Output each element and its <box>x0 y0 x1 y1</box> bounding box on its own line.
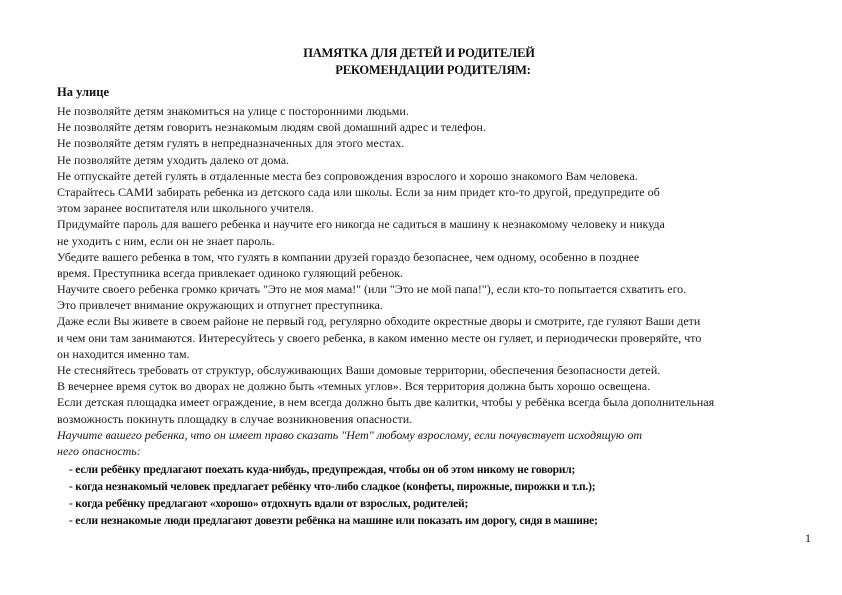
text-line: В вечернее время суток во дворах не должно быть «темных углов». Вся территория должна быть хорошо освещена. <box>57 379 651 394</box>
text-line: Даже если Вы живете в своем районе не первый год, регулярно обходите окрестные дворы и смотрите, где гуляют Ваши дети <box>57 314 701 329</box>
text-line: Убедите вашего ребенка в том, что гулять в компании друзей гораздо безопаснее, чем одному, особенно в позднее <box>57 249 640 264</box>
text-line: время. Преступника всегда привлекает одиноко гуляющий ребенок. <box>57 265 404 280</box>
text-line: Это привлечет внимание окружающих и отпугнет преступника. <box>57 298 383 313</box>
text-line: Не отпускайте детей гулять в отдаленные места без сопровождения взрослого и хорошо знакомого Вам человека. <box>57 168 638 183</box>
italic-text-line: него опасность: <box>57 443 141 458</box>
bullet-item: - если ребёнку предлагают поехать куда-нибудь, предупреждая, чтобы он об этом никому не говорил; <box>69 464 576 476</box>
text-line: и чем они там занимаются. Интересуйтесь у своего ребенка, в каком именно месте он гуляет, и периодически проверяйте, что <box>57 330 702 345</box>
bullet-item: - когда ребёнку предлагают «хорошо» отдохнуть вдали от взрослых, родителей; <box>69 498 469 510</box>
text-line: не уходить с ним, если он не знает пароль. <box>57 233 275 248</box>
text-line: возможность покинуть площадку в случае возникновения опасности. <box>57 411 413 426</box>
page-number: 1 <box>805 531 811 545</box>
bullet-item: - если незнакомые люди предлагают довезти ребёнка на машине или показать им дорогу, сидя в машине; <box>69 515 598 527</box>
text-line: Если детская площадка имеет ограждение, в нем всегда должно быть две калитки, чтобы у ребёнка всегда была дополнительная <box>57 395 715 410</box>
text-line: этом заранее воспитателя или школьного учителя. <box>57 201 314 216</box>
text-line: Научите своего ребенка громко кричать "Это не моя мама!" (или "Это не мой папа!"), если кто-то попытается схватить его. <box>57 282 687 297</box>
section-heading: На улице <box>57 85 110 99</box>
text-line: Не позволяйте детям говорить незнакомым людям свой домашний адрес и телефон. <box>57 120 486 135</box>
text-line: Не стесняйтесь требовать от структур, обслуживающих Ваши домовые территории, обеспечения безопасности детей. <box>57 363 661 377</box>
text-line: Не позволяйте детям гулять в непредназначенных для этого местах. <box>57 136 405 151</box>
text-line: Не позволяйте детям знакомиться на улице с посторонними людьми. <box>57 104 409 118</box>
italic-text-line: Научите вашего ребенка, что он имеет право сказать "Нет" любому взрослому, если почувствует исходящую от <box>57 427 643 442</box>
bullet-item: - когда незнакомый человек предлагает ребёнку что-либо сладкое (конфеты, пирожные, пирожки и т.п.); <box>69 481 596 493</box>
text-line: Не позволяйте детям уходить далеко от дома. <box>57 152 290 167</box>
document-subtitle: РЕКОМЕНДАЦИИ РОДИТЕЛЯМ: <box>335 63 531 77</box>
body-text <box>57 103 817 459</box>
document-title: ПАМЯТКА ДЛЯ ДЕТЕЙ И РОДИТЕЛЕЙ <box>303 46 535 60</box>
text-line: Придумайте пароль для вашего ребенка и научите его никогда не садиться в машину к незнакомому человеку и никуда <box>57 217 665 232</box>
bullet-list <box>69 462 809 530</box>
text-line: он находится именно там. <box>57 346 190 361</box>
text-line: Старайтесь САМИ забирать ребенка из детского сада или школы. Если за ним придет кто-то другой, предупредите об <box>57 184 660 199</box>
